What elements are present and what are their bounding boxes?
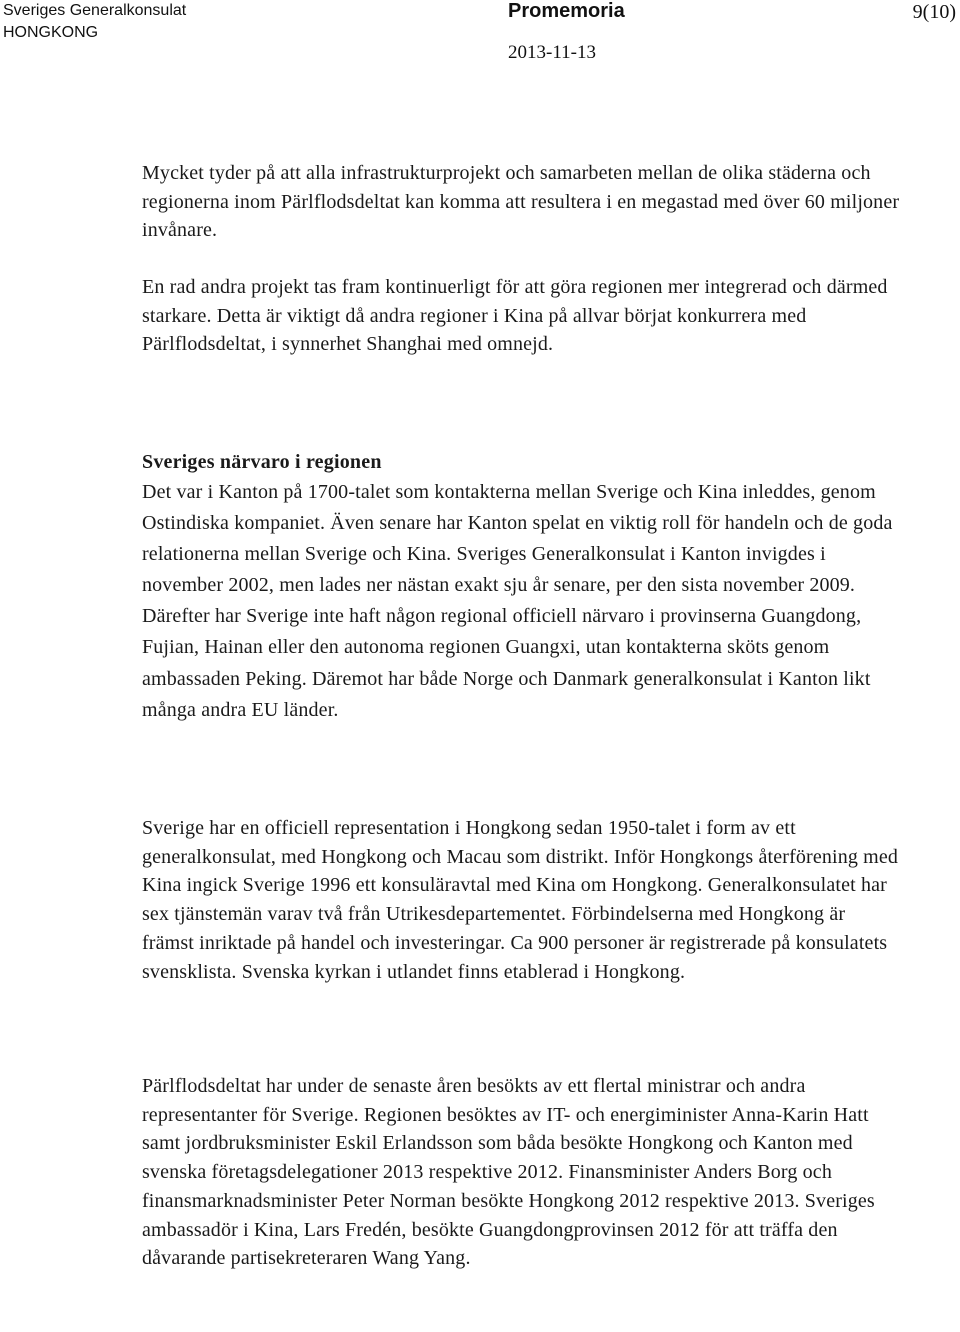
paragraph-megacity: Mycket tyder på att alla infrastrukturprojekt och samarbeten mellan de olika städerna och regionerna inom Pärlflodsdeltat kan komma att resultera i en megastad med över 60 miljoner invånare. — [142, 162, 900, 241]
document-date: 2013-11-13 — [508, 42, 596, 63]
paragraph-projects: En rad andra projekt tas fram kontinuerligt för att göra regionen mer integrerad och därmed starkare. Detta är viktigt då andra regioner i Kina på allvar börjat konkurrera med Pärlflodsdeltat, i synnerhet Shanghai med omnejd. — [142, 276, 888, 356]
header-org-location: HONGKONG — [3, 24, 99, 41]
paragraph-ministerial-visits: Pärlflodsdeltat har under de senaste åren besökts av ett flertal ministrar och andra representanter för Sverige. Regionen besöktes av IT- och energiminister Anna-Karin Hatt samt jordbruksminister Eskil Erlandsson som båda besökte Hongkong och Kanton med svenska företagsdelegationer 2013 respektive 2012. Finansminister Anders Borg och finansmarknadsminister Peter Norman besökte Hongkong 2012 respektive 2013. Sveriges ambassadör i Kina, Lars Fredén, besökte Guangdongprovinsen 2012 för att träffa den dåvarande partisekreteraren Wang Yang. — [142, 1075, 875, 1270]
header-organization — [3, 0, 186, 44]
document-type: Promemoria — [508, 0, 625, 22]
header-org-name: Sveriges Generalkonsulat — [3, 2, 187, 19]
section-heading: Sveriges närvaro i regionen — [142, 451, 382, 473]
paragraph-kanton-history: Det var i Kanton på 1700-talet som kontakterna mellan Sverige och Kina inleddes, genom Ostindiska kompaniet. Även senare har Kanton spelat en viktig roll för handeln och de goda relationerna mellan Sverige och Kina. Sveriges Generalkonsulat i Kanton invigdes i november 2002, men lades ner nästan exakt sju år senare, per den sista november 2009. Därefter har Sverige inte haft någon regional officiell närvaro i provinserna Guangdong, Fujian, Hainan eller den autonoma regionen Guangxi, utan kontakterna sköts genom ambassaden Peking. Däremot har både Norge och Danmark generalkonsulat i Kanton likt många andra EU länder. — [142, 481, 893, 721]
page-number: 9(10) — [912, 1, 956, 23]
paragraph-hongkong-representation: Sverige har en officiell representation i Hongkong sedan 1950-talet i form av ett generalkonsulat, med Hongkong och Macau som distrikt. Inför Hongkongs återförening med Kina ingick Sverige 1996 ett konsuläravtal med Kina om Hongkong. Generalkonsulatet har sex tjänstemän varav två från Utrikesdepartementet. Förbindelserna med Hongkong är främst inriktade på handel och investeringar. Ca 900 personer är registrerade på konsulatets svensklista. Svenska kyrkan i utlandet finns etablerad i Hongkong. — [142, 817, 899, 983]
